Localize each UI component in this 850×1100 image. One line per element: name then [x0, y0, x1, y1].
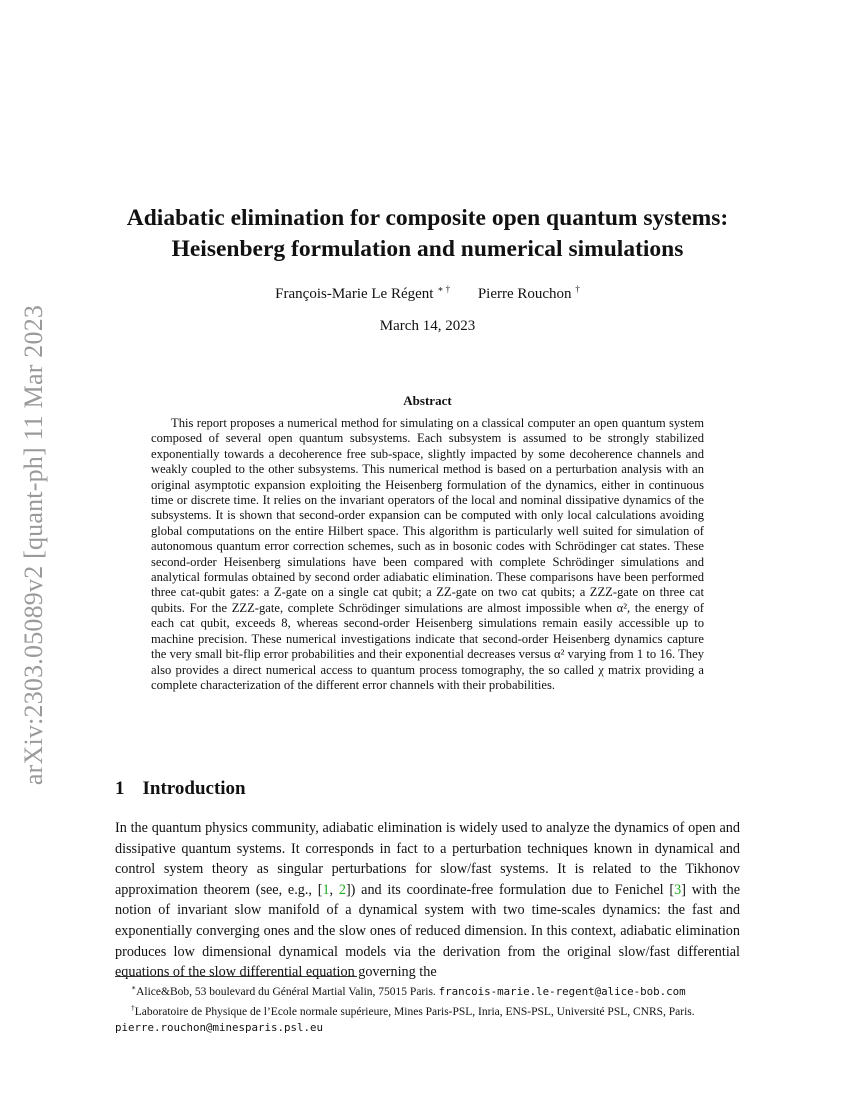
section-number: 1	[115, 778, 125, 799]
arxiv-id-label: arXiv:2303.05089v2 [quant-ph] 11 Mar 2023	[19, 304, 48, 786]
section-title: Introduction	[142, 778, 246, 799]
citation-link-2[interactable]: 2	[338, 881, 346, 898]
paper-date: March 14, 2023	[379, 318, 476, 334]
abstract-heading: Abstract	[403, 393, 452, 408]
author-list	[115, 284, 740, 303]
author-1: François-Marie Le Régent ∗ †	[275, 284, 451, 302]
footnote-2-email[interactable]: pierre.rouchon@minesparis.psl.eu	[115, 1020, 324, 1034]
citation-link-1[interactable]: 1	[322, 881, 330, 898]
title-line-2: Heisenberg formulation and numerical simulations	[171, 236, 684, 262]
introduction-paragraph: In the quantum physics community, adiabatic elimination is widely used to analyze the dynamics of open and dissipative quantum systems. It corresponds in fact to a perturbation techniques known in dynamical and control system theory as singular perturbations for slow/fast systems. It is related to the Tikhonov approximation theorem (see, e.g., [1, 2]) and its coordinate-free formulation due to Fenichel [3] with the notion of invariant slow manifold of a dynamical system with two time-scales dynamics: the fast and exponentially converging ones and the slow ones of reduced dimension. In this context, adiabatic elimination produces low dimensional dynamical models via the derivation from the original slow/fast differential equations of the slow differential equation governing the	[115, 820, 741, 981]
footnote-divider	[115, 976, 357, 977]
citation-link-3[interactable]: 3	[674, 881, 682, 898]
paper-title	[115, 203, 740, 265]
author-2-marks: †	[575, 284, 580, 294]
footnotes	[115, 980, 740, 1036]
abstract-body: This report proposes a numerical method for simulating on a classical computer an open quantum system composed of several open quantum subsystems. Each subsystem is assumed to be strongly stabilized exponentially towards a decoherence free sub-space, slightly impacted by some decoherence channels and weakly coupled to the other subsystems. This numerical method is based on a perturbation analysis with an original asymptotic expansion exploiting the Heisenberg formulation of the dynamics, either in continuous time or discrete time. It relies on the invariant operators of the local and nominal dissipative dynamics of the subsystems. It is shown that second-order expansion can be computed with only local calculations avoiding global computations on the entire Hilbert space. This algorithm is particularly well suited for simulation of autonomous quantum error correction schemes, such as in bosonic codes with Schrödinger cat states. These second-order Heisenberg simulations have been compared with complete Schrödinger simulations and analytical formulas obtained by second order adiabatic elimination. These comparisons have been performed three cat-qubit gates: a Z-gate on a single cat qubit; a ZZ-gate on two cat qubits; a ZZZ-gate on three cat qubits. For the ZZZ-gate, complete Schrödinger simulations are almost impossible when α², the energy of each cat qubit, exceeds 8, whereas second-order Heisenberg simulations remain easily accessible up to machine precision. These numerical investigations indicate that second-order Heisenberg dynamics capture the very small bit-flip error probabilities and their exponential decreases versus α² varying from 1 to 16. They also provides a direct numerical access to quantum process tomography, the so called χ matrix providing a complete characterization of the different error channels with their probabilities.	[151, 416, 704, 692]
section-heading	[115, 778, 246, 800]
footnote-1: ∗Alice&Bob, 53 boulevard du Général Martial Valin, 75015 Paris. francois-marie.le-regent@alice-bob.com	[131, 983, 686, 998]
arxiv-sidebar	[14, 285, 54, 805]
author-1-marks: ∗ †	[437, 284, 451, 294]
author-2: Pierre Rouchon †	[477, 284, 580, 302]
title-line-1: Adiabatic elimination for composite open quantum systems:	[126, 205, 729, 231]
footnote-1-email[interactable]: francois-marie.le-regent@alice-bob.com	[438, 984, 686, 998]
footnote-2: †Laboratoire de Physique de l’Ecole normale supérieure, Mines Paris-PSL, Inria, ENS-PSL, Université PSL, CNRS, Paris. pierre.rouchon@minesparis.psl.eu	[115, 1002, 695, 1034]
